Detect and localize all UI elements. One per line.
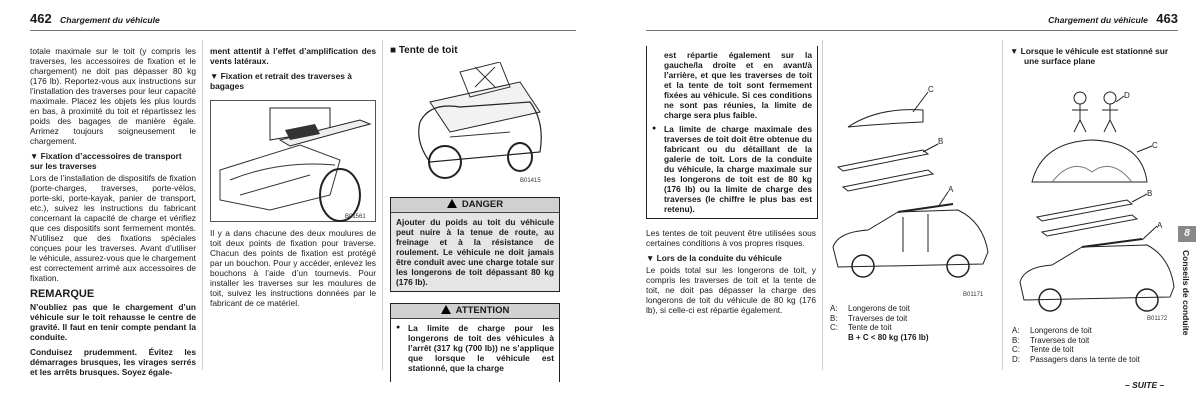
legend-text: Longerons de toit bbox=[1030, 326, 1092, 335]
legend-parked bbox=[1012, 326, 1180, 364]
right-header bbox=[1000, 11, 1178, 30]
heading-crossbar-install: ▼ Fixation et retrait des traverses à bagages bbox=[210, 71, 352, 91]
left-header bbox=[30, 11, 160, 30]
legend-key: C: bbox=[830, 323, 838, 332]
chapter-tab-text: Conseils de conduite bbox=[1181, 250, 1191, 336]
legend-key: A: bbox=[1012, 326, 1020, 335]
paragraph-driving: Le poids total sur les longerons de toit, y compris les traverses de toit et la tente de toit, ne doit pas dépasser la charge des longerons de toit du véhicule de 80 kg (176 lb), si celle-ci est répartie également. bbox=[646, 265, 816, 315]
warning-triangle-icon bbox=[447, 199, 457, 208]
crossbar-install-illustration bbox=[210, 100, 376, 222]
legend-text: Passagers dans la tente de toit bbox=[1030, 354, 1140, 364]
heading-driving: ▼ Lors de la conduite du véhicule bbox=[646, 253, 782, 263]
legend-text: Tente de toit bbox=[1030, 345, 1074, 354]
right-page bbox=[620, 0, 1200, 402]
danger-text: Ajouter du poids au toit du véhicule peut nuire à la tenue de route, au freinage et à la résistance de roulement. Le véhicule ne doit jamais être conduit avec une charge totale sur les longerons de toit dépassant 80 kg (176 lb). bbox=[391, 213, 559, 291]
label-c-driving: C bbox=[928, 85, 934, 94]
danger-box bbox=[390, 197, 560, 292]
legend-key: D: bbox=[1012, 354, 1020, 364]
header-title-left: Chargement du véhicule bbox=[60, 15, 160, 25]
legend-text: Traverses de toit bbox=[1030, 335, 1090, 345]
fig-code-tent: B01415 bbox=[520, 178, 541, 184]
label-d-parked: D bbox=[1124, 91, 1130, 100]
right-col-3 bbox=[1010, 46, 1178, 68]
attention-cont-bullet bbox=[647, 124, 817, 218]
label-a-driving: A bbox=[948, 185, 954, 194]
legend-text: Longerons de toit bbox=[848, 304, 910, 313]
heading-roof-tent: ■ Tente de toit bbox=[390, 45, 458, 56]
legend-key: B: bbox=[1012, 335, 1020, 345]
page-number-left: 462 bbox=[30, 11, 52, 26]
heading-parked: ▼ Lorsque le véhicule est stationné sur une surface plane bbox=[1010, 46, 1169, 66]
column-divider bbox=[382, 40, 383, 370]
load-diagram-driving bbox=[828, 72, 998, 300]
legend-text: Traverses de toit bbox=[848, 313, 908, 323]
attention-header bbox=[391, 304, 559, 319]
load-formula: B + C < 80 kg (176 lb) bbox=[848, 332, 929, 342]
left-page bbox=[0, 0, 576, 402]
right-col-1 bbox=[646, 228, 816, 320]
legend-item-d bbox=[1012, 355, 1180, 365]
page-number-right: 463 bbox=[1156, 11, 1178, 26]
left-col-2 bbox=[210, 46, 376, 93]
header-rule-left bbox=[30, 30, 576, 31]
chapter-tab-vertical bbox=[1180, 250, 1194, 370]
attention-bullet-1: ● La limite de charge pour les longerons de toit des véhicules à l’arrêt (317 kg (700 lb)) ne s’applique que lorsque le véhicule est stationné, que la charge bbox=[396, 323, 554, 373]
warning-triangle-icon bbox=[441, 305, 451, 314]
legend-item-c bbox=[1012, 345, 1180, 355]
paragraph-roof-load: totale maximale sur le toit (y compris les traverses, les accessoires de fixation et le chargement) ne doit pas dépasser 80 kg (176 lb). Reportez-vous aux instructions sur l’installation des traverses pour leur capacité maximale. Placez les objets les plus lourds en bas, à proximité du toit et répartissez les poids des bagages de manière égale. Arrimez toujours soigneusement le chargement. bbox=[30, 46, 196, 146]
column-divider bbox=[1002, 40, 1003, 370]
left-col-1 bbox=[30, 46, 196, 382]
remarque-1: N’oubliez pas que le chargement d’un véhicule sur le toit rehausse le centre de gravité. Il faut en tenir compte pendant la conduite. bbox=[30, 302, 196, 342]
legend-item-b bbox=[830, 314, 1000, 324]
legend-key: B: bbox=[830, 313, 838, 323]
legend-key: A: bbox=[830, 304, 838, 313]
column-divider bbox=[202, 40, 203, 370]
remarque-title: REMARQUE bbox=[30, 288, 95, 300]
danger-header bbox=[391, 198, 559, 213]
label-a-parked: A bbox=[1157, 221, 1163, 230]
attention-box-continued bbox=[646, 46, 818, 219]
legend-driving bbox=[830, 304, 1000, 342]
remarque-2: Conduisez prudemment. Évitez les démarrages brusques, les virages serrés et les arrêts brusques. Soyez égale- bbox=[30, 347, 196, 377]
chapter-tab-number: 8 bbox=[1178, 226, 1196, 242]
label-b-driving: B bbox=[938, 137, 944, 146]
left-col-3 bbox=[390, 46, 558, 60]
legend-item-b bbox=[1012, 336, 1180, 346]
attention-body bbox=[391, 319, 559, 377]
legend-item-c bbox=[830, 323, 1000, 333]
heading-accessory-fixation: ▼ Fixation d’accessoires de transport sur les traverses bbox=[30, 151, 182, 171]
legend-item-a bbox=[1012, 326, 1180, 336]
fig-code-crossbar: B01561 bbox=[345, 214, 366, 220]
label-c-parked: C bbox=[1152, 141, 1158, 150]
paragraph-tents-risk: Les tentes de toit peuvent être utilisées sous certaines conditions à vos propres risques. bbox=[646, 228, 816, 248]
attention-cont-text: est répartie également sur la gauche/la droite et en avant/à l’arrière, et que les traverses de toit et la tente de toit sont fermement fixées au véhicule. Si ces conditions ne sont pas réunies, la limite de charge sera plus faible. bbox=[647, 46, 817, 124]
suite-marker: – SUITE – bbox=[1125, 380, 1165, 390]
header-rule-right bbox=[646, 30, 1178, 31]
attention-label: ATTENTION bbox=[455, 305, 510, 316]
label-b-parked: B bbox=[1147, 189, 1153, 198]
paragraph-crossbar-install: Il y a dans chacune des deux moulures de toit deux points de fixation pour traverse. Chacun des points de fixation est protégé par un bouchon. Pour y accéder, enlevez les bouchons à l’aide d’un tournevis. Pour installer les traverses sur les moulures de toit, suivez les instructions données par le fabricant de ce matériel. bbox=[210, 228, 376, 308]
roof-tent-illustration bbox=[410, 62, 550, 184]
paragraph-wind-warning: ment attentif à l’effet d’amplification des vents latéraux. bbox=[210, 46, 376, 66]
legend-text: Tente de toit bbox=[848, 323, 892, 332]
legend-item-a bbox=[830, 304, 1000, 314]
fig-code-driving: B01171 bbox=[963, 292, 984, 298]
column-divider bbox=[822, 40, 823, 370]
attention-box bbox=[390, 303, 560, 382]
attention-bullet-2: ● La limite de charge maximale des traverses de toit doit être obtenue du fabricant ou du détaillant de la galerie de toit. Lors de la conduite du véhicule, la charge maximale sur les longerons de toit est de 80 kg (176 lb) ou la limite de charge des traverses (le chiffre le plus bas est retenu). bbox=[652, 124, 812, 214]
danger-label: DANGER bbox=[461, 199, 504, 210]
legend-key: C: bbox=[1012, 345, 1020, 354]
header-title-right: Chargement du véhicule bbox=[1048, 15, 1148, 25]
fig-code-parked: B01172 bbox=[1147, 316, 1168, 322]
load-diagram-parked bbox=[1012, 82, 1178, 322]
paragraph-accessory-fixation: Lors de l’installation de dispositifs de fixation (porte-charges, traverses, porte-vélos, porte-ski, porte-kayak, panier de transport, etc.), suivez les instructions du fabricant concernant la capacité de charge et vérifiez que ces dispositifs sont fermement montés. N’utilisez que des fixations spéciales conçues pour les traverses. Avant d’utiliser le véhicule, assurez-vous que le chargement est correctement arrimé aux accessoires de fixation. bbox=[30, 173, 196, 283]
left-col-2-body bbox=[210, 228, 376, 313]
